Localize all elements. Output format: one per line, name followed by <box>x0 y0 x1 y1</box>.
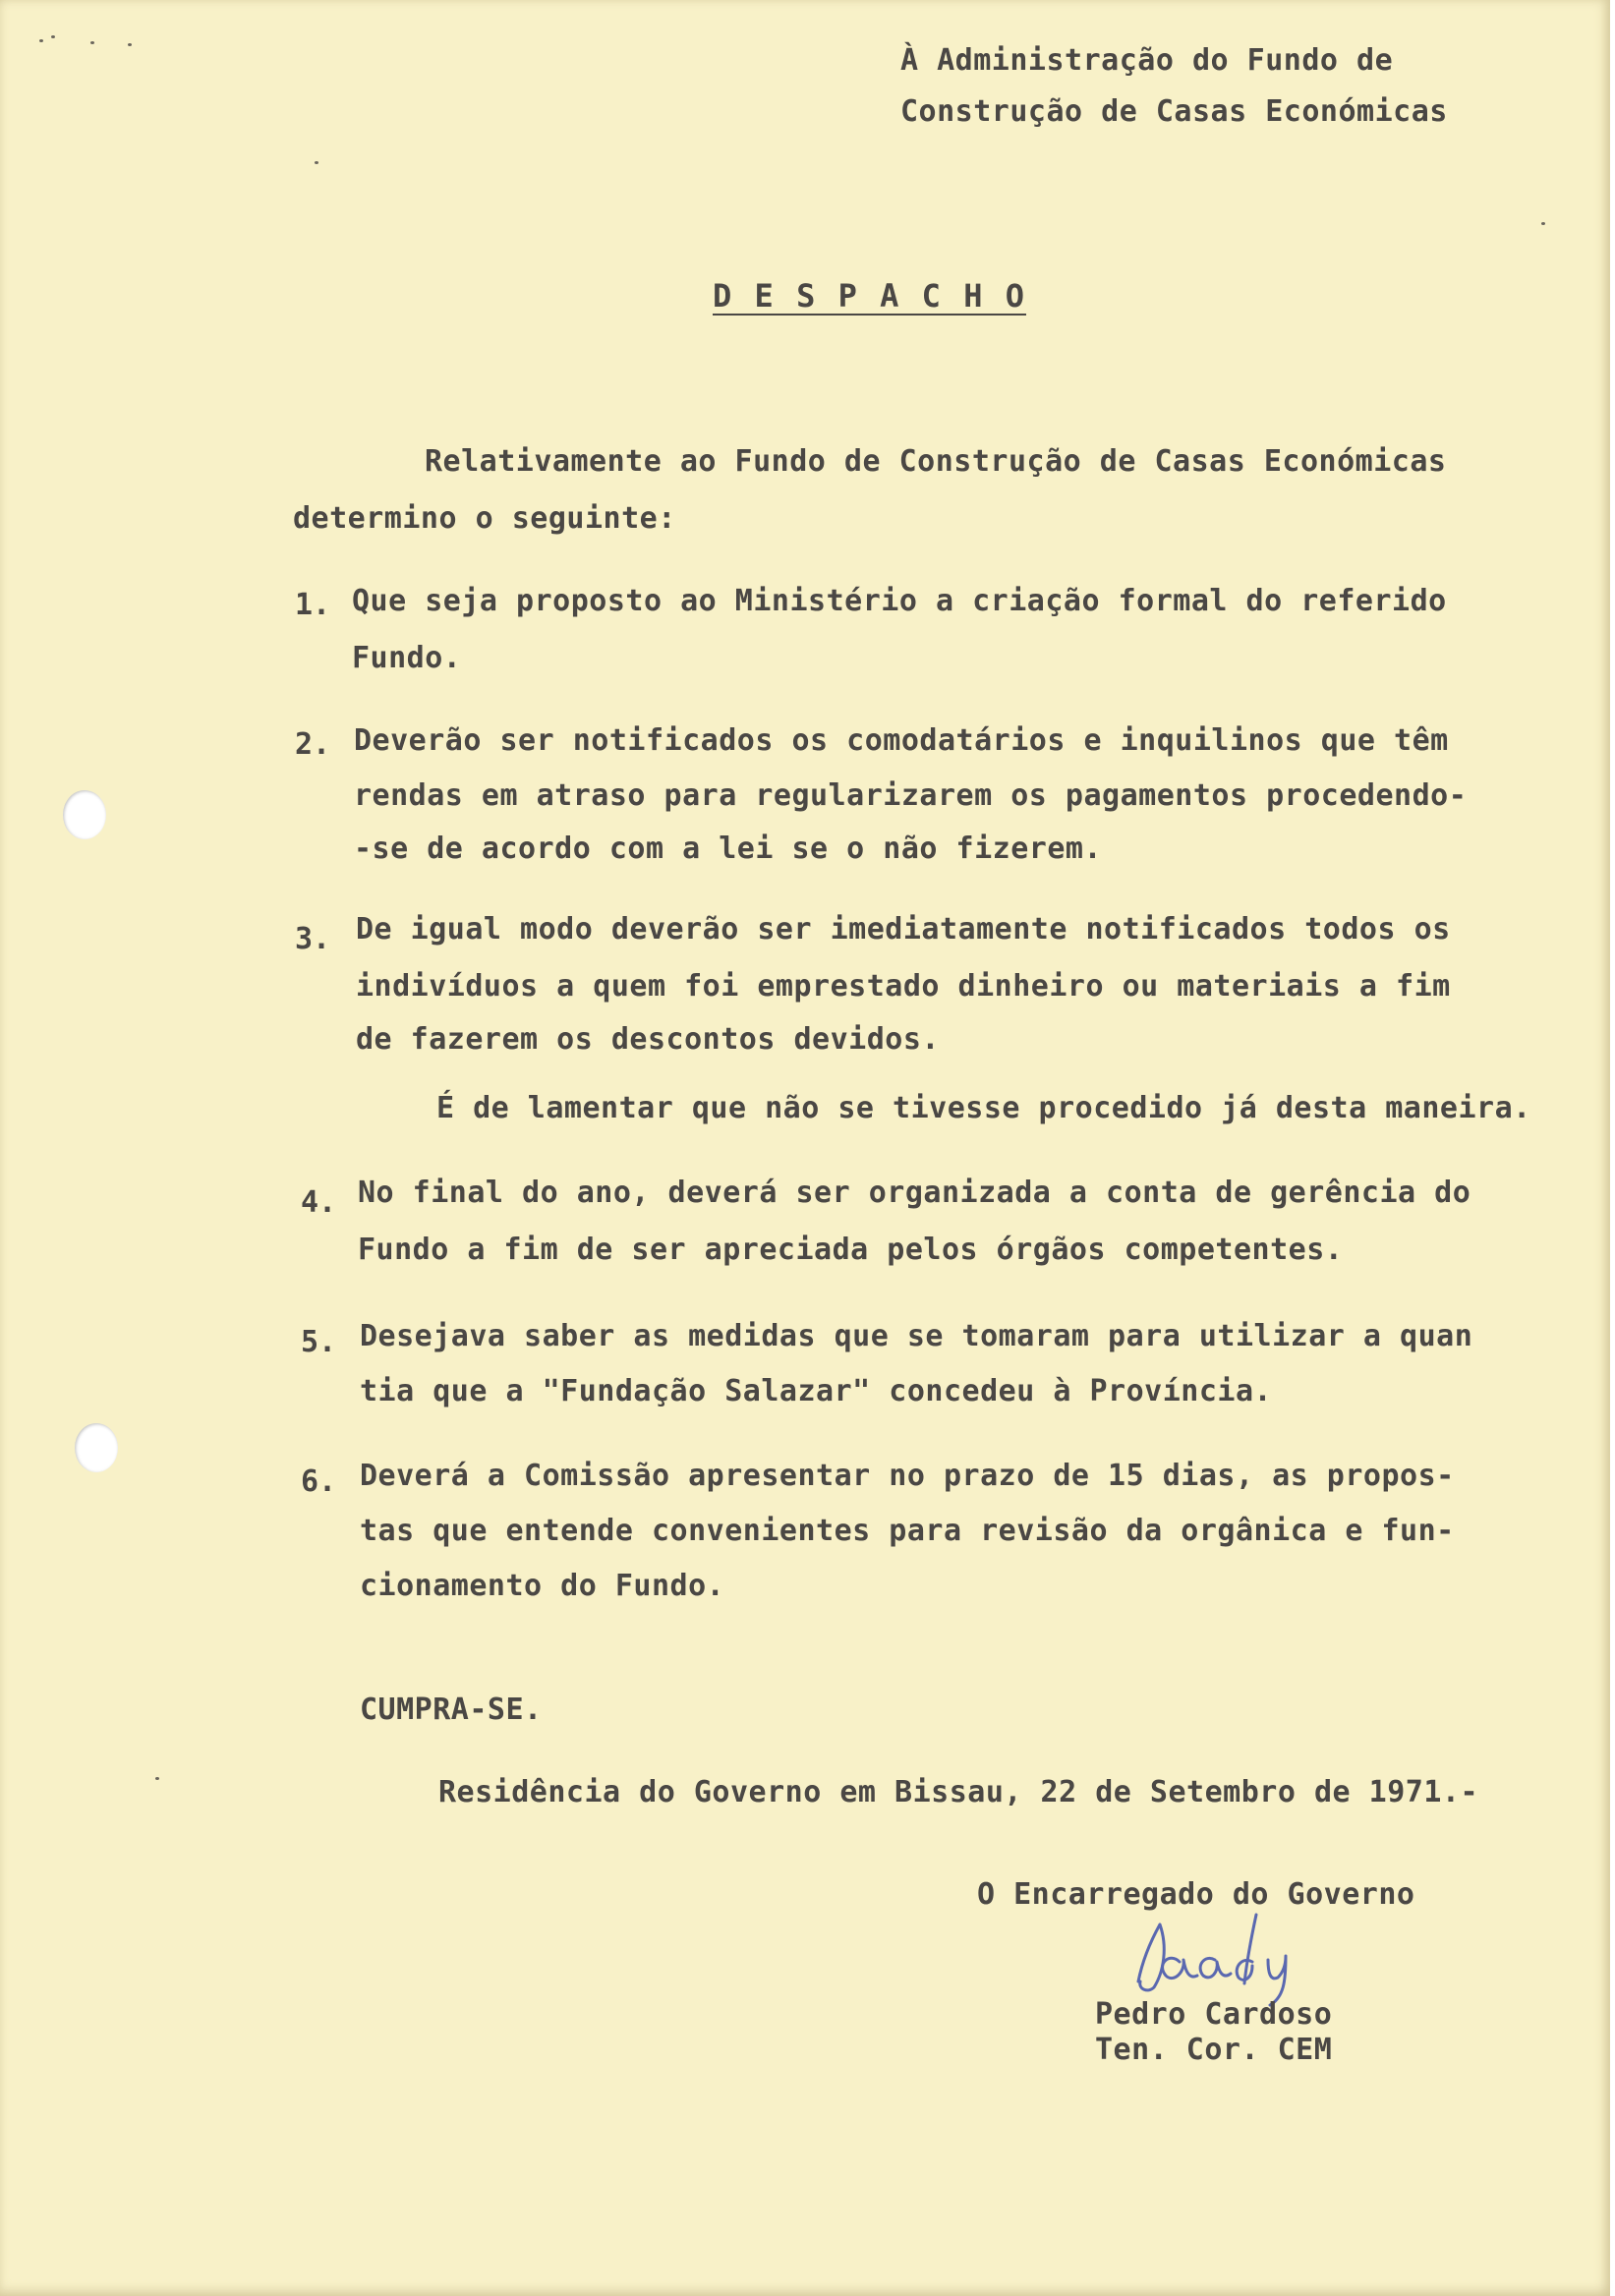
signatory-role: O Encarregado do Governo <box>977 1877 1415 1912</box>
closing-text: CUMPRA-SE. <box>360 1693 543 1727</box>
item-1-line-1: Que seja proposto ao Ministério a criação formal do referido <box>352 584 1447 618</box>
item-number: 1. <box>295 588 331 622</box>
item-4-line-1: No final do ano, deverá ser organizada a conta de gerência do <box>358 1176 1471 1210</box>
item-6-line-1: Deverá a Comissão apresentar no prazo de 15 dias, as propos- <box>360 1459 1455 1493</box>
signature-mark <box>1121 1903 1386 2011</box>
item-3-line-3: de fazerem os descontos devidos. <box>356 1022 940 1057</box>
place-date: Residência do Governo em Bissau, 22 de Setembro de 1971.- <box>438 1775 1479 1809</box>
document-title: D E S P A C H O <box>713 277 1026 315</box>
item-number: 5. <box>301 1325 337 1359</box>
item-number: 6. <box>301 1464 337 1499</box>
item-2-line-1: Deverão ser notificados os comodatários e inquilinos que têm <box>354 723 1449 758</box>
punch-hole <box>75 1423 118 1472</box>
speck-mark <box>51 35 55 38</box>
speck-mark <box>155 1777 159 1780</box>
signatory-name: Pedro Cardoso <box>1095 1997 1333 2032</box>
item-number: 4. <box>301 1185 337 1220</box>
speck-mark <box>128 43 132 46</box>
remark-line: É de lamentar que não se tivesse procedido já desta maneira. <box>436 1091 1531 1125</box>
item-5-line-2: tia que a "Fundação Salazar" concedeu à Província. <box>360 1374 1273 1408</box>
recipient-line-1: À Administração do Fundo de <box>900 43 1394 78</box>
speck-mark <box>90 41 94 44</box>
item-6-line-2: tas que entende convenientes para revisão da orgânica e fun- <box>360 1514 1455 1548</box>
item-2-line-3: -se de acordo com a lei se o não fizerem. <box>354 832 1103 866</box>
item-4-line-2: Fundo a fim de ser apreciada pelos órgãos competentes. <box>358 1233 1344 1267</box>
item-3-line-2: indivíduos a quem foi emprestado dinheiro ou materiais a fim <box>356 969 1451 1004</box>
speck-mark <box>39 39 43 42</box>
item-number: 2. <box>295 727 331 762</box>
signatory-rank: Ten. Cor. CEM <box>1095 2033 1333 2067</box>
item-3-line-1: De igual modo deverão ser imediatamente notificados todos os <box>356 912 1451 947</box>
item-2-line-2: rendas em atraso para regularizarem os pagamentos procedendo- <box>354 778 1468 813</box>
recipient-line-2: Construção de Casas Económicas <box>900 94 1448 129</box>
item-number: 3. <box>295 922 331 956</box>
item-6-line-3: cionamento do Fundo. <box>360 1569 725 1603</box>
intro-line-2: determino o seguinte: <box>293 501 676 536</box>
punch-hole <box>63 790 106 839</box>
item-5-line-1: Desejava saber as medidas que se tomaram para utilizar a quan <box>360 1319 1473 1353</box>
intro-line-1: Relativamente ao Fundo de Construção de Casas Económicas <box>425 444 1447 479</box>
speck-mark <box>1541 222 1545 225</box>
item-1-line-2: Fundo. <box>352 641 462 675</box>
speck-mark <box>315 161 318 164</box>
